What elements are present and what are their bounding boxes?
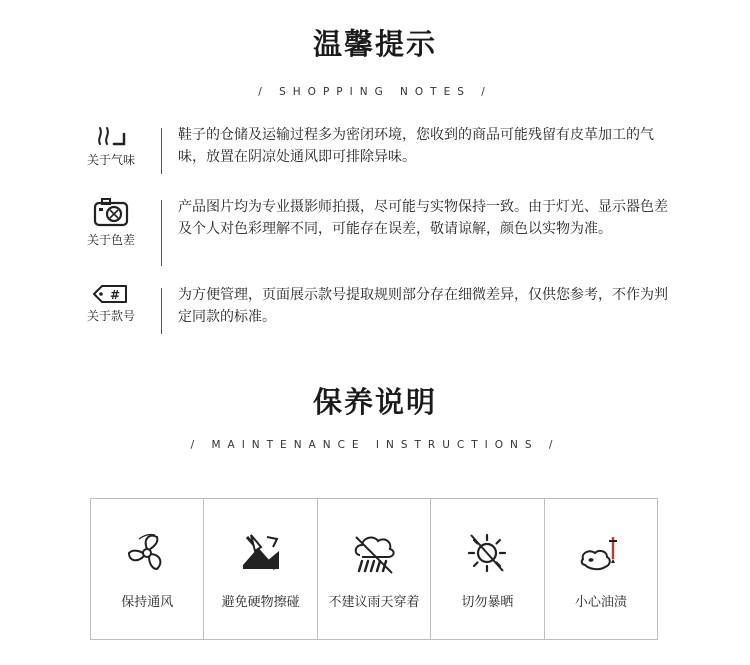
smell-icon [94, 124, 128, 148]
oil-stain-icon [577, 529, 625, 577]
care-label: 切勿暴晒 [461, 595, 514, 610]
care-label: 保持通风 [121, 595, 174, 610]
sun-icon [463, 529, 511, 577]
care-item-rain [318, 499, 431, 639]
svg-text:#: # [110, 288, 121, 302]
tips-subtitle: / SHOPPING NOTES / [258, 86, 492, 98]
note-label: 关于气味 [86, 153, 135, 167]
care-item-ventilation [91, 499, 204, 639]
care-item-hard-objects [204, 499, 317, 639]
tag-icon [92, 284, 130, 304]
note-label: 关于款号 [86, 309, 135, 323]
care-title: 保养说明 [312, 385, 437, 419]
note-text: 产品图片均为专业摄影师拍摄，尽可能与实物保持一致。由于灯光、显示器色差及个人对色彩理解不同，可能存在误差，敬请谅解，颜色以实物为准。 [178, 199, 668, 237]
tips-title: 温馨提示 [312, 27, 437, 61]
care-subtitle: / MAINTENANCE INSTRUCTIONS / [190, 439, 560, 451]
note-style-number [78, 284, 678, 334]
care-grid [90, 498, 658, 640]
care-item-sun [431, 499, 544, 639]
divider [161, 128, 162, 174]
note-text: 为方便管理，页面展示款号提取规则部分存在细微差异，仅供您参考，不作为判定同款的标准。 [178, 287, 668, 325]
care-label: 不建议雨天穿着 [328, 595, 420, 610]
fan-icon [123, 529, 171, 577]
rain-icon [350, 529, 398, 577]
hard-object-icon [237, 529, 285, 577]
care-label: 避免硬物擦碰 [221, 595, 300, 610]
note-label: 关于色差 [86, 233, 135, 247]
divider [161, 288, 162, 334]
care-label: 小心油渍 [574, 595, 627, 610]
divider [161, 200, 162, 266]
camera-icon [92, 196, 130, 228]
note-color [78, 196, 678, 268]
note-text: 鞋子的仓储及运输过程多为密闭环境，您收到的商品可能残留有皮革加工的气味，放置在阴凉处通风即可排除异味。 [178, 127, 654, 165]
note-smell [78, 124, 678, 174]
care-item-oil [545, 499, 657, 639]
